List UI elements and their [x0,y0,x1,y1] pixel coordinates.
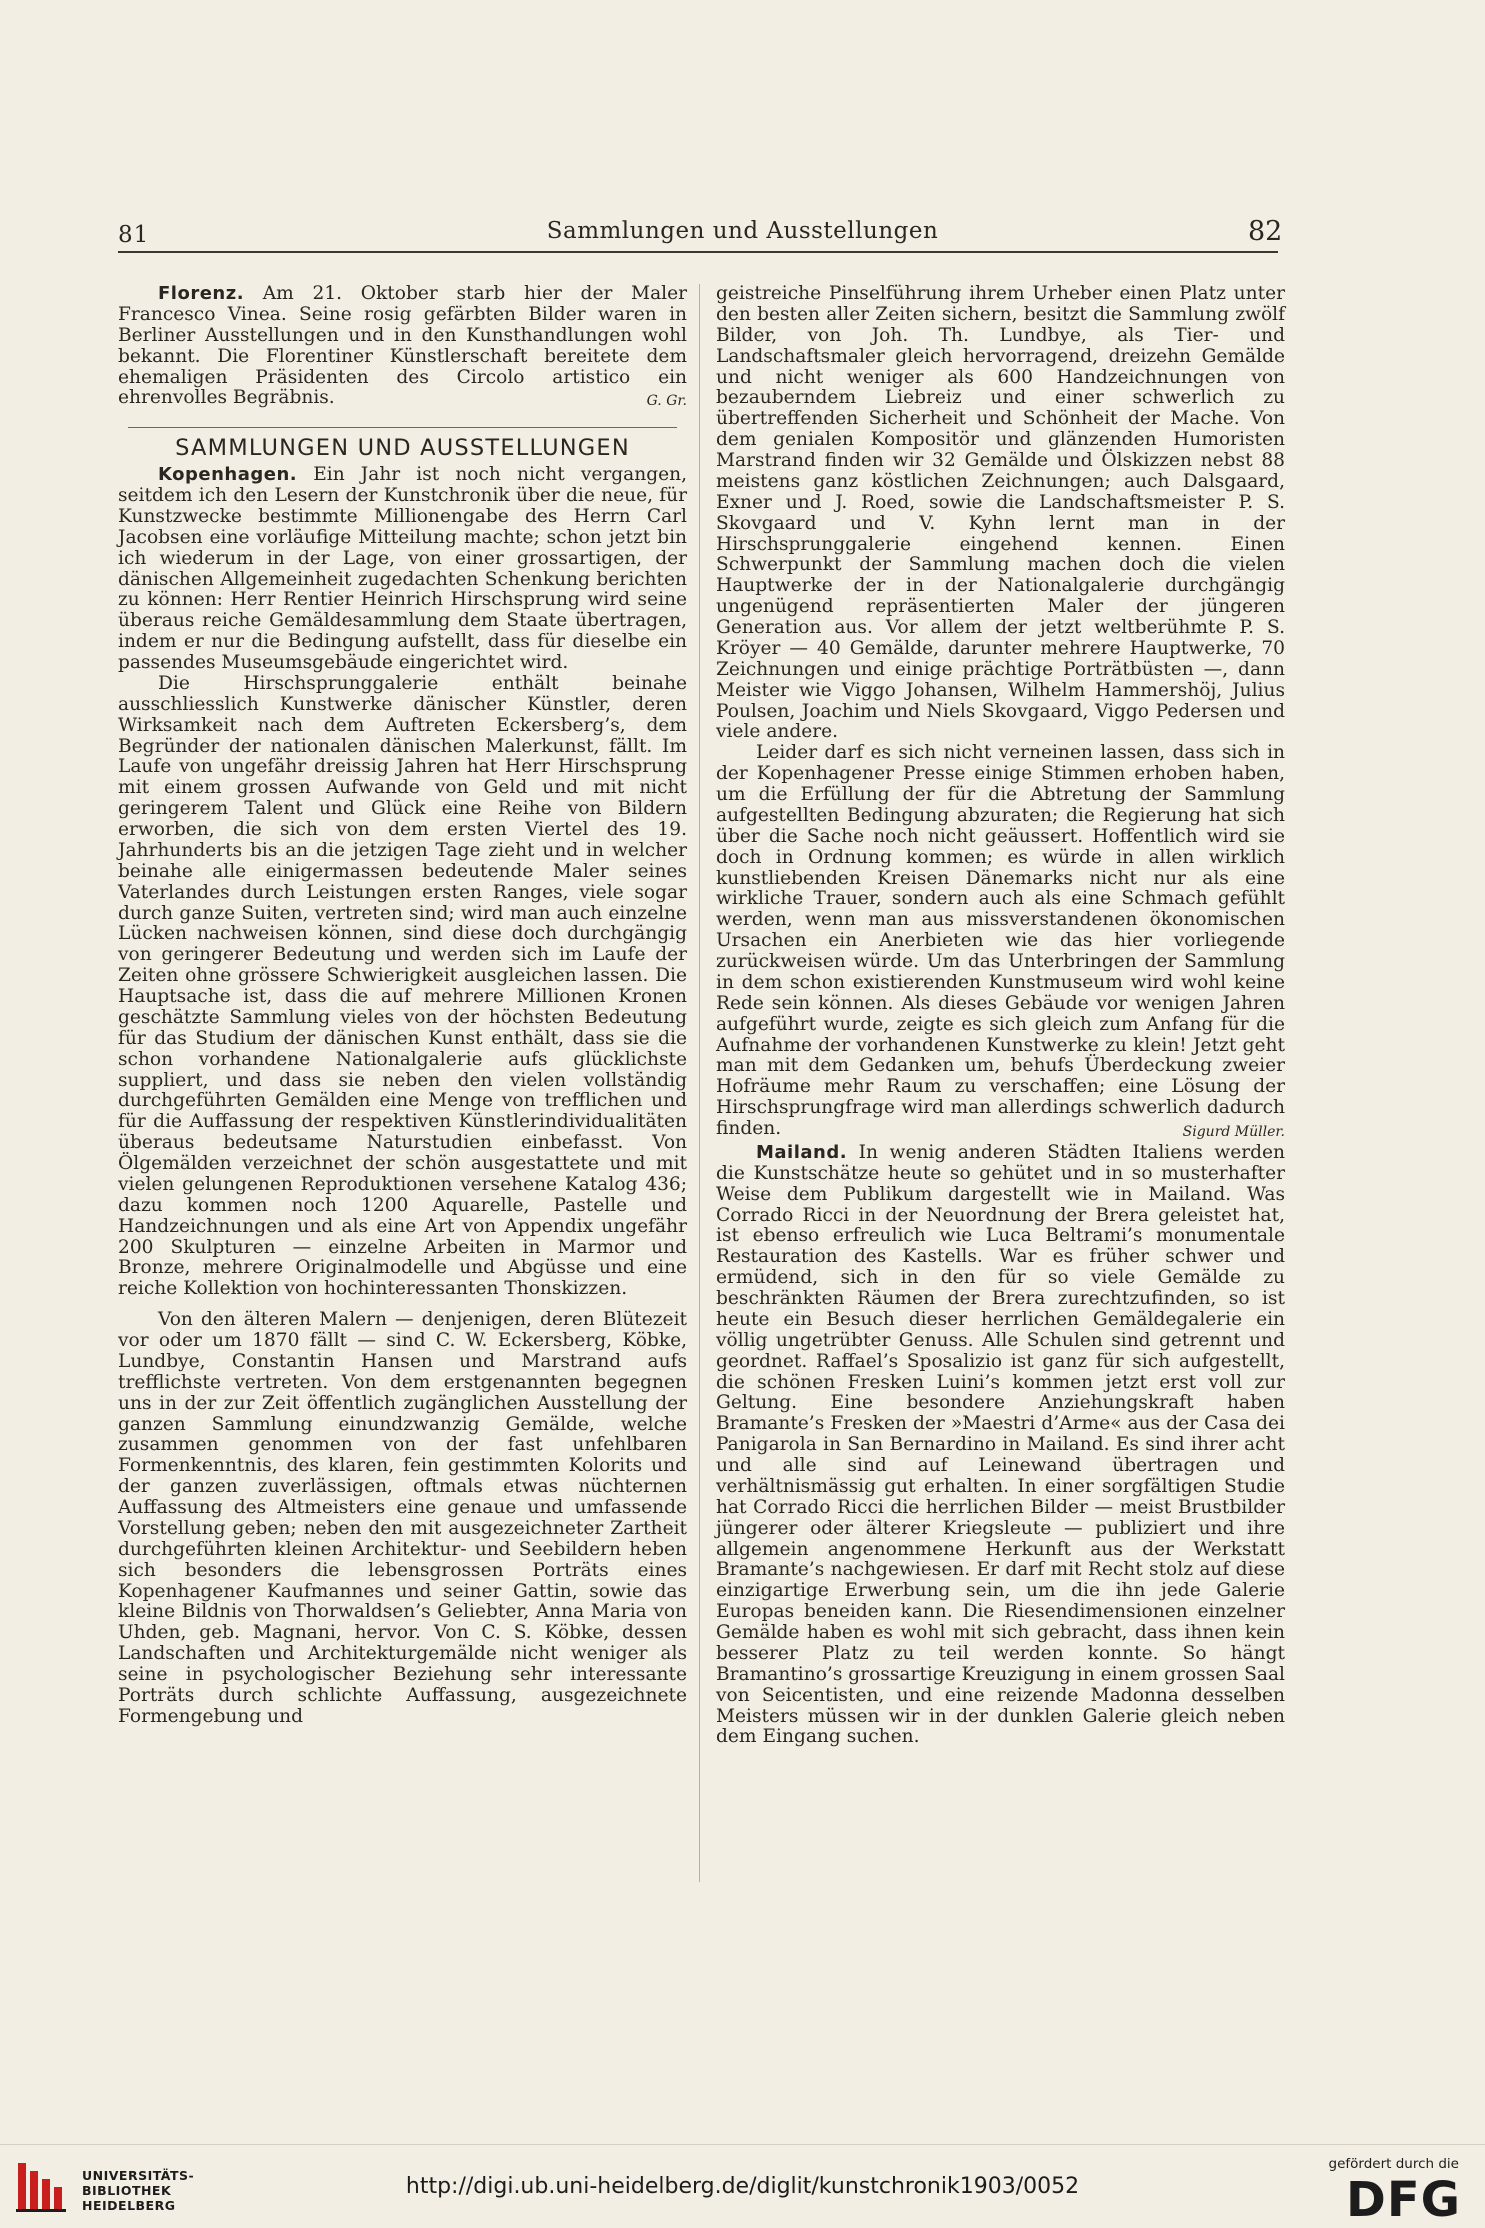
place-mailand: Mailand. [756,1141,848,1163]
signature-sigurd-mueller: Sigurd Müller. [1182,1124,1285,1140]
mailand-text: In wenig anderen Städten Italiens werden die Kunstschätze heute so gehütet und in so musterhafter Weise dem Publikum dargestellt wie in Mailand. Was Corrado Ricci in der Neuordnung der Brera geleistet hat, ist ebenso erfreulich wie Luca Beltrami’s monumentale Restauration des Kastells. War es früher schwer und ermüdend, sich in den für so viele Gemälde zu beschränkten Räumen der Brera zurechtzufinden, so ist heute ein Besuch dieser herrlichen Gemäldegalerie ein völlig ungetrübter Genuss. Alle Schulen sind getrennt und geordnet. Raffael’s Sposalizio ist ganz für sich aufgestellt, die schönen Fresken Luini’s kommen jetzt erst voll zur Geltung. Eine besondere Anziehungskraft haben Bramante’s Fresken der »Maestri d’Arme« aus der Casa dei Panigarola in San Bernardino in Mailand. Es sind ihrer acht und alle sind auf Leinewand übertragen und verhältnismässig gut erhalten. In einer sorgfältigen Studie hat Corrado Ricci die herrlichen Bilder — meist Brustbilder jüngerer oder älterer Kriegsleute — publiziert und ihre allgemein angenommene Herkunft aus der Werkstatt Bramante’s nachgewiesen. Er darf mit Recht stolz auf diese einzigartige Erwerbung sein, um die ihn jede Galerie Europas beneiden kann. Die Riesendimensionen einzelner Gemälde haben es wohl mit sich gebracht, dass ihnen kein besserer Platz zu teil werden konnte. So hängt Bramantino’s grossartige Kreuzigung in einem grossen Saal von Seicentisten, und eine reizende Madonna desselben Meisters müssen wir in der dunklen Galerie gleich neben dem Eingang suchen. [716,1141,1285,1748]
library-line: HEIDELBERG [82,2198,176,2213]
kopenhagen-paragraph-4 [716,743,1285,1140]
library-line: BIBLIOTHEK [82,2183,172,2198]
left-column [118,284,687,1728]
florenz-text: Am 21. Oktober starb hier der Maler Francesco Vinea. Seine rosig gefärbten Bilder waren in Berliner Ausstellungen und in den Kunsthandlungen wohl bekannt. Die Florentiner Künstlerschaft bereitete dem ehemaligen Präsidenten des Circolo artistico ein ehrenvolles Begräbnis. [118,283,687,409]
florenz-paragraph [118,284,687,409]
kopenhagen-paragraph-1 [118,465,687,674]
kopenhagen-paragraph-3: Von den älteren Malern — denjenigen, deren Blütezeit vor oder um 1870 fällt — sind C. W. Eckersberg, Köbke, Lundbye, Constantin Hansen und Marstrand aufs trefflichste vertreten. Von dem erstgenannten begegnen uns in der zur Zeit öffentlich zugänglichen Ausstellung der ganzen Sammlung einundzwanzig Gemälde, welche zusammen genommen von der fast unfehlbaren Formenkenntnis, des klaren, fein gestimmten Kolorits und der ganzen zuverlässigen, oftmals etwas nüchternen Auffassung des Altmeisters eine genaue und umfassende Vorstellung geben; neben den mit ausgezeichneter Zartheit durchgeführten kleinen Architektur- und Seebildern heben sich besonders die lebensgrossen Porträts eines Kopenhagener Kaufmannes und seiner Gattin, sowie das kleine Bildnis von Thorwaldsen’s Geliebter, Anna Maria von Uhden, geb. Magnani, hervor. Von C. S. Köbke, dessen Landschaften und Architekturgemälde nicht weniger als seine in psychologischer Beziehung sehr interessante Porträts durch schlichte Auffassung, ausgezeichnete Formengebung und [118,1309,687,1727]
section-rule [128,427,677,428]
header-rule [118,251,1278,253]
kopenhagen-text-1: Ein Jahr ist noch nicht vergangen, seitdem ich den Lesern der Kunstchronik über die neue, für Kunstzwecke bestimmte Millionengabe des Herrn Carl Jacobsen eine vorläufige Mitteilung machte; schon jetzt bin ich wiederum in der Lage, von einer grossartigen, der dänischen Allgemeinheit zugedachten Schenkung berichten zu können: Herr Rentier Heinrich Hirschsprung wird seine überaus reiche Gemäldesammlung dem Staate übertragen, indem er nur die Bedingung aufstellt, dass für dieselbe ein passendes Museumsgebäude eingerichtet wird. [118,464,687,673]
place-kopenhagen: Kopenhagen. [158,464,298,486]
kopenhagen-text-4: Leider darf es sich nicht verneinen lassen, dass sich in der Kopenhagener Presse einige Stimmen erhoben haben, um die Erfüllung der für die Abtretung der Sammlung aufgestellten Bedingung abzuraten; die Regierung hat sich über die Sache noch nicht geäussert. Hoffentlich wird sie doch in Ordnung kommen; es würde in allen wirklich kunstliebenden Kreisen Dänemarks nicht nur als eine wirkliche Trauer, sondern auch als eine Schmach gefühlt werden, wenn man aus missverstandenen ökonomischen Ursachen ein Anerbieten wie das hier vorliegende zurückweisen würde. Um das Unterbringen der Sammlung in dem schon existierenden Kunstmuseum wird wohl keine Rede sein können. Als dieses Gebäude vor wenigen Jahren aufgeführt wurde, zeigte es sich gleich zum Anfang für die Aufnahme der vorhandenen Kunstwerke zu klein! Jetzt geht man mit dem Gedanken um, behufs Überdeckung zweier Hofräume mehr Raum zu verschaffen; eine Lösung der Hirschsprungfrage wird man allerdings schwerlich dadurch finden. [716,742,1285,1139]
page-number-left: 81 [118,222,150,248]
mailand-paragraph [716,1143,1285,1748]
source-url-link[interactable]: http://digi.ub.uni-heidelberg.de/diglit/kunstchronik1903/0052 [405,2174,1080,2199]
footer-rule [0,2144,1485,2145]
library-line: UNIVERSITÄTS- [82,2168,195,2183]
running-header: Sammlungen und Ausstellungen [546,218,939,244]
kopenhagen-continued-paragraph: geistreiche Pinselführung ihrem Urheber einen Platz unter den besten aller Zeiten sichern, besitzt die Sammlung zwölf Bilder, von Joh. Th. Lundbye, als Tier- und Landschaftsmaler gleich hervorragend, dreizehn Gemälde und nicht weniger als 600 Handzeichnungen von bezauberndem Liebreiz und einer schwerlich zu übertreffenden Sicherheit und Schönheit der Mache. Von dem genialen Kompositör und glänzenden Humoristen Marstrand finden wir 32 Gemälde und Ölskizzen nebst 88 meistens ganz köstlichen Zeichnungen; auch Dalsgaard, Exner und J. Roed, sowie die Landschaftsmeister P. S. Skovgaard und V. Kyhn lernt man in der Hirschsprunggalerie eingehend kennen. Einen Schwerpunkt der Sammlung machen doch die vielen Hauptwerke der in der Nationalgalerie durchgängig ungenügend repräsentierten Maler der jüngeren Generation aus. Vor allem der jetzt weltberühmte P. S. Kröyer — 40 Gemälde, darunter mehrere Hauptwerke, 70 Zeichnungen und einige prächtige Porträtbüsten —, dann Meister wie Viggo Johansen, Wilhelm Hammershöj, Julius Poulsen, Joachim und Niels Skovgaard, Viggo Pedersen und viele andere. [716,283,1285,743]
dfg-logo: DFG [1345,2172,1461,2228]
section-heading: SAMMLUNGEN UND AUSSTELLUNGEN [175,435,630,462]
column-divider [699,284,700,1882]
place-florenz: Florenz. [158,283,245,304]
signature-g-gr: G. Gr. [646,393,687,410]
page-number-right: 82 [1248,216,1283,247]
funded-by-label: gefördert durch die [1328,2156,1459,2172]
kopenhagen-paragraph-2: Die Hirschsprunggalerie enthält beinahe ausschliesslich Kunstwerke dänischer Künstler, deren Wirksamkeit nach dem Auftreten Eckersberg’s, dem Begründer der nationalen dänischen Malerkunst, fällt. Im Laufe von ungefähr dreissig Jahren hat Herr Hirschsprung mit einem grossen Aufwande von Geld und mit nicht geringerem Talent und Glück eine Reihe von Bildern erworben, die sich von dem ersten Viertel des 19. Jahrhunderts bis an die jetzigen Tage zieht und in welcher beinahe alle einigermassen bedeutende Maler seines Vaterlandes durch Leistungen ersten Ranges, viele sogar durch ganze Suiten, vertreten sind; wird man auch einzelne Lücken nachweisen können, sind diese doch durchgängig von geringerer Bedeutung und werden sich im Laufe der Zeiten ohne grössere Schwierigkeit ausgleichen lassen. Die Hauptsache ist, dass die auf mehrere Millionen Kronen geschätzte Sammlung vieles von der höchsten Bedeutung für das Studium der dänischen Kunst enthält, dass sie die schon vorhandene Nationalgalerie aufs glücklichste suppliert, und dass sie neben den vielen vollständig durchgeführten Gemälden eine Menge von trefflichen und für die Auffassung der respektiven Künstlerindividualitäten überaus bedeutsame Naturstudien einbefasst. Von Ölgemälden verzeichnet der schön ausgestattete und mit vielen gelungenen Reproduktionen versehene Katalog 436; dazu kommen noch 1200 Aquarelle, Pastelle und Handzeichnungen und als eine Art von Appendix ungefähr 200 Skulpturen — einzelne Arbeiten in Marmor und Bronze, mehrere Originalmodelle und Abgüsse und eine reiche Kollektion von hochinteressanten Thonskizzen. [118,672,687,1300]
right-column [716,284,1285,1748]
